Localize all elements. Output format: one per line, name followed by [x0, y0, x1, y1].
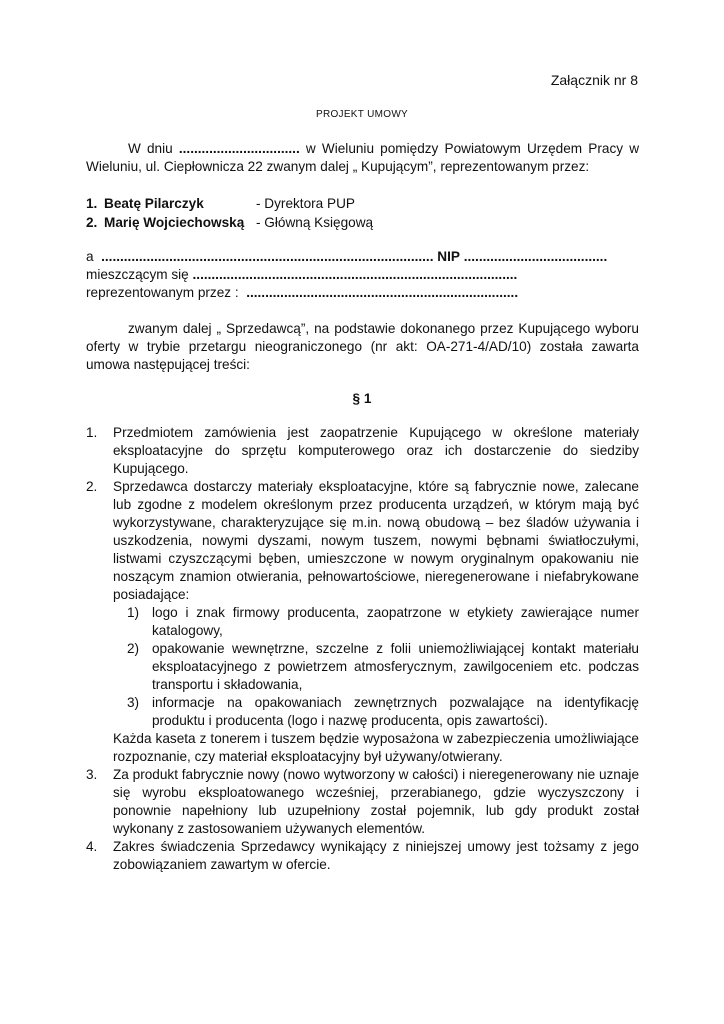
- clause-number: 2.: [86, 479, 98, 494]
- date-blank: ................................: [178, 141, 300, 156]
- party-role: - Główną Księgową: [256, 215, 374, 230]
- clause-text: Sprzedawca dostarczy materiały eksploatacyjne, które są fabrycznie nowe, zalecane lub zgodne z modelem określonym przez producenta urządzeń, w którym mają być wykorzystywane, charakteryzujące się m.in. nową obudową – bez śladów używania i uszkodzenia, nowymi dyszami, nowym tuszem, nowymi bębnami światłoczułymi, listwami czyszczącymi bęben, umieszczone w nowym oryginalnym opakowaniu nie noszącym znamion otwierania, pełnowartościowe, nieregenerowane i niefabrykowane posiadające:: [113, 479, 639, 602]
- rep-blank: ........................................................................: [246, 285, 519, 300]
- subclause-text: informacje na opakowaniach zewnętrznych pozwalające na identyfikację produktu i producenta (logo i nazwę producenta, opis zawartości).: [152, 695, 639, 728]
- party-number: 2.: [86, 215, 98, 230]
- seller-name-blank: ........................................................................................: [101, 249, 434, 264]
- subclause-number: 1): [127, 605, 140, 620]
- clause-text: Przedmiotem zamówienia jest zaopatrzenie Kupującego w określone materiały eksploatacyjne do sprzętu komputerowego oraz ich dostarczenie do siedziby Kupującego.: [113, 425, 639, 476]
- subclause-item: [113, 694, 639, 730]
- subclause-list: [113, 604, 639, 730]
- seller-name-line: [86, 248, 607, 266]
- seller-block: [86, 248, 607, 302]
- clause-number: 3.: [86, 767, 98, 782]
- party-row: [86, 194, 373, 213]
- rep-label: reprezentowanym przez :: [86, 285, 239, 300]
- clause-text: Za produkt fabrycznie nowy (nowo wytworzony w całości) i nieregenerowany nie uznaje się wyrobu eksploatowanego wcześniej, przerabianego, gdzie wyczyszczony i ponownie napełniony lub uzupełniony został pojemnik, lub gdy produkt został wykonany z zastosowaniem używanych elementów.: [113, 767, 639, 836]
- parties-list: [86, 194, 373, 232]
- clause-item: [86, 424, 639, 478]
- nip-blank: ......................................: [463, 249, 608, 264]
- intro-text: w Wieluniu pomiędzy Powiatowym Urzędem Pracy w Wieluniu, ul. Ciepłownicza 22 zwanym dalej „ Kupującym”, reprezentowanym przez:: [86, 141, 640, 174]
- document-title: PROJEKT UMOWY: [315, 109, 409, 120]
- subclause-text: logo i znak firmowy producenta, zaopatrzone w etykiety zawierające numer katalogowy,: [152, 605, 639, 638]
- seller-a-label: a: [86, 249, 94, 264]
- section-heading: § 1: [352, 391, 372, 406]
- party-role: - Dyrektora PUP: [256, 196, 355, 211]
- seller-rep-line: [86, 284, 607, 302]
- seller-address-line: [86, 266, 607, 284]
- clause-item: [86, 838, 639, 874]
- intro-paragraph: [86, 140, 639, 176]
- party-row: [86, 213, 373, 232]
- clauses-list: [86, 424, 639, 874]
- clause-text: Zakres świadczenia Sprzedawcy wynikający z niniejszej umowy jest tożsamy z jego zobowiązaniem zawartym w ofercie.: [113, 839, 639, 872]
- attachment-label: Załącznik nr 8: [550, 72, 638, 88]
- intro-w-dniu: W dniu: [128, 141, 173, 156]
- preamble-text: zwanym dalej „ Sprzedawcą”, na podstawie dokonanego przez Kupującego wyboru oferty w trybie przetargu nieograniczonego (nr akt: OA-271-4/AD/10) została zawarta umowa następującej treści:: [86, 321, 639, 372]
- subclause-number: 2): [127, 641, 140, 656]
- clause-number: 1.: [86, 425, 98, 440]
- subclause-item: [113, 604, 639, 640]
- address-blank: ......................................................................................: [192, 267, 518, 282]
- clause-number: 4.: [86, 839, 98, 854]
- subclause-item: [113, 640, 639, 694]
- party-number: 1.: [86, 196, 98, 211]
- preamble-paragraph: [86, 320, 639, 374]
- subclause-text: opakowanie wewnętrzne, szczelne z folii uniemożliwiającej kontakt materiału eksploatacyjnego z powietrzem atmosferycznym, zawilgoceniem etc. podczas transportu i składowania,: [152, 641, 639, 692]
- clause-continuation: Każda kaseta z tonerem i tuszem będzie wyposażona w zabezpieczenia umożliwiające rozpoznanie, czy materiał eksploatacyjny był używany/otwierany.: [113, 731, 639, 764]
- party-name: Marię Wojciechowską: [104, 215, 245, 230]
- address-label: mieszczącym się: [86, 267, 189, 282]
- clause-item: [86, 478, 639, 766]
- subclause-number: 3): [127, 695, 140, 710]
- clause-item: [86, 766, 639, 838]
- nip-label: NIP: [437, 249, 460, 264]
- party-name: Beatę Pilarczyk: [104, 196, 204, 211]
